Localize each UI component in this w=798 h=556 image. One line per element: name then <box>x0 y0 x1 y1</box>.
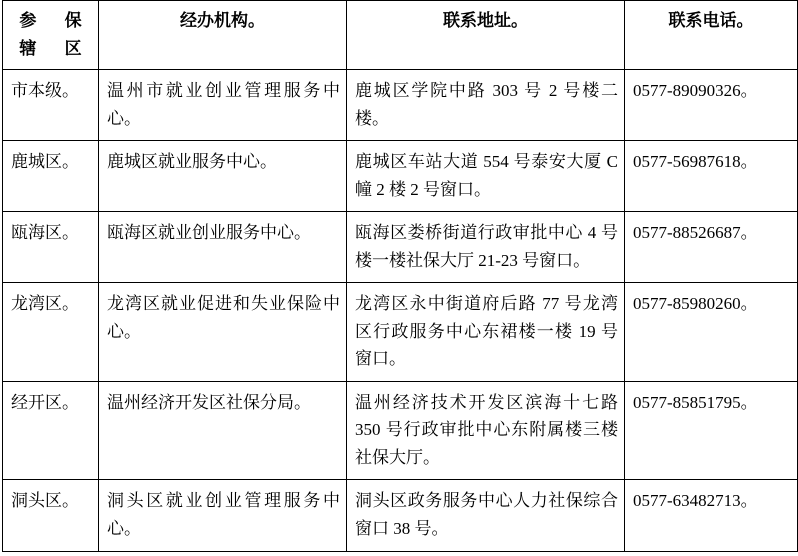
cell-region: 洞头区。 <box>3 480 99 551</box>
cell-agency: 温州经济开发区社保分局。 <box>99 381 347 480</box>
column-header-region-line2: 辖 区 <box>19 38 94 58</box>
cell-phone: 0577-56987618。 <box>625 141 798 212</box>
cell-region: 经开区。 <box>3 381 99 480</box>
cell-agency: 瓯海区就业创业服务中心。 <box>99 212 347 283</box>
cell-region: 瓯海区。 <box>3 212 99 283</box>
cell-address: 瓯海区娄桥街道行政审批中心 4 号楼一楼社保大厅 21-23 号窗口。 <box>347 212 625 283</box>
cell-phone: 0577-85980260。 <box>625 283 798 382</box>
cell-agency: 温州市就业创业管理服务中心。 <box>99 70 347 141</box>
column-header-region-line1: 参 保 <box>19 11 94 30</box>
cell-phone: 0577-88526687。 <box>625 212 798 283</box>
cell-phone: 0577-63482713。 <box>625 480 798 551</box>
cell-agency: 龙湾区就业促进和失业保险中心。 <box>99 283 347 382</box>
table-row <box>3 381 798 480</box>
table-body <box>3 70 798 551</box>
cell-address: 龙湾区永中街道府后路 77 号龙湾区行政服务中心东裙楼一楼 19 号窗口。 <box>347 283 625 382</box>
cell-region: 市本级。 <box>3 70 99 141</box>
table-row <box>3 141 798 212</box>
cell-region: 龙湾区。 <box>3 283 99 382</box>
cell-region: 鹿城区。 <box>3 141 99 212</box>
column-header-address: 联系地址。 <box>347 1 625 70</box>
cell-address: 洞头区政务服务中心人力社保综合窗口 38 号。 <box>347 480 625 551</box>
cell-address: 鹿城区学院中路 303 号 2 号楼二楼。 <box>347 70 625 141</box>
table-row <box>3 480 798 551</box>
cell-phone: 0577-85851795。 <box>625 381 798 480</box>
table-header-row <box>3 1 798 70</box>
table-row <box>3 212 798 283</box>
cell-agency: 鹿城区就业服务中心。 <box>99 141 347 212</box>
column-header-agency: 经办机构。 <box>99 1 347 70</box>
cell-address: 鹿城区车站大道 554 号泰安大厦 C 幢 2 楼 2 号窗口。 <box>347 141 625 212</box>
table-row <box>3 283 798 382</box>
contact-table <box>2 0 798 552</box>
column-header-phone: 联系电话。 <box>625 1 798 70</box>
table-row <box>3 70 798 141</box>
column-header-region <box>3 1 99 70</box>
table-header <box>3 1 798 70</box>
cell-address: 温州经济技术开发区滨海十七路 350 号行政审批中心东附属楼三楼社保大厅。 <box>347 381 625 480</box>
cell-agency: 洞头区就业创业管理服务中心。 <box>99 480 347 551</box>
cell-phone: 0577-89090326。 <box>625 70 798 141</box>
